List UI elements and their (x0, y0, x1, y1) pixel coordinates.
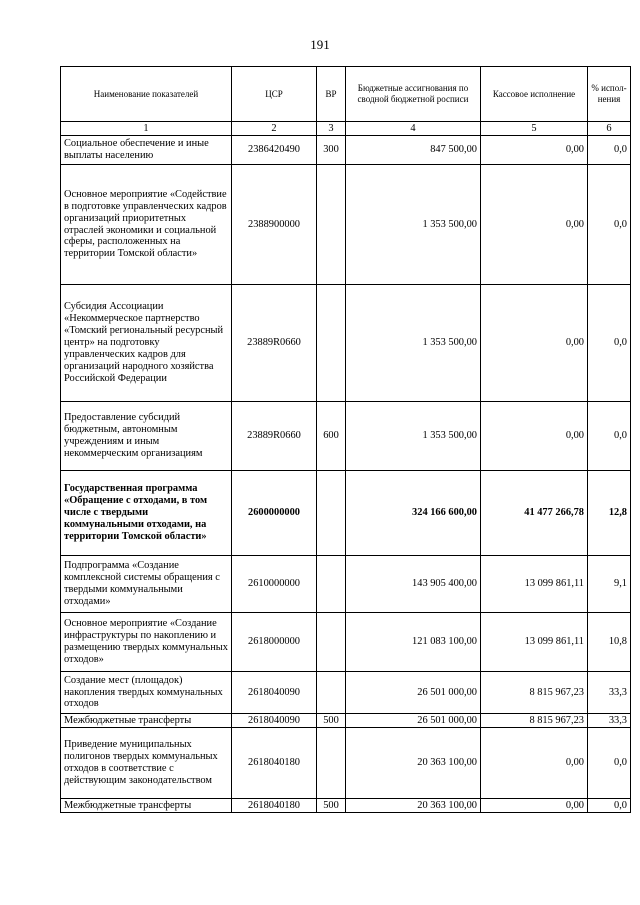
row-cash: 41 477 266,78 (481, 471, 588, 556)
table-body (61, 136, 631, 813)
row-vr: 300 (317, 136, 346, 165)
row-csr: 23889R0660 (232, 402, 317, 471)
row-percent: 0,0 (588, 799, 631, 813)
row-vr (317, 165, 346, 285)
row-name: Субсидия Ассоциации «Некоммерческое партнерство «Томский региональный ресурсный центр» на подготовку управленческих кадров для организаций народного хозяйства Российской Федерации (61, 285, 232, 402)
row-csr: 2618000000 (232, 613, 317, 672)
header-budget: Бюджетные ассигнования по сводной бюджетной росписи (346, 67, 481, 122)
row-vr (317, 613, 346, 672)
table-row (61, 799, 631, 813)
row-csr: 23889R0660 (232, 285, 317, 402)
row-percent: 33,3 (588, 714, 631, 728)
row-budget: 121 083 100,00 (346, 613, 481, 672)
row-budget: 1 353 500,00 (346, 165, 481, 285)
row-csr: 2610000000 (232, 556, 317, 613)
row-name: Основное мероприятие «Содействие в подготовке управленческих кадров организаций приоритетных отраслей экономики и социальной сферы, расположенных на территории Томской области» (61, 165, 232, 285)
header-name: Наименование показателей (61, 67, 232, 122)
row-vr: 500 (317, 799, 346, 813)
column-number: 1 (61, 122, 232, 136)
row-percent: 12,8 (588, 471, 631, 556)
row-budget: 20 363 100,00 (346, 728, 481, 799)
row-csr: 2600000000 (232, 471, 317, 556)
row-cash: 8 815 967,23 (481, 714, 588, 728)
column-number: 6 (588, 122, 631, 136)
header-vr: ВР (317, 67, 346, 122)
row-budget: 847 500,00 (346, 136, 481, 165)
budget-execution-table (60, 66, 631, 813)
row-csr: 2618040090 (232, 672, 317, 714)
row-cash: 0,00 (481, 728, 588, 799)
row-vr (317, 556, 346, 613)
row-name: Основное мероприятие «Создание инфраструктуры по накоплению и размещению твердых коммунальных отходов» (61, 613, 232, 672)
row-percent: 0,0 (588, 165, 631, 285)
column-number-row (61, 122, 631, 136)
table-row (61, 556, 631, 613)
row-name: Подпрограмма «Создание комплексной системы обращения с твердыми коммунальными отходами» (61, 556, 232, 613)
header-cash: Кассовое исполнение (481, 67, 588, 122)
row-percent: 0,0 (588, 728, 631, 799)
row-budget: 1 353 500,00 (346, 402, 481, 471)
row-cash: 0,00 (481, 136, 588, 165)
row-cash: 0,00 (481, 799, 588, 813)
page-number: 191 (310, 37, 330, 52)
table-row (61, 165, 631, 285)
table-row (61, 402, 631, 471)
row-name: Социальное обеспечение и иные выплаты населению (61, 136, 232, 165)
column-number: 2 (232, 122, 317, 136)
row-csr: 2618040180 (232, 728, 317, 799)
row-vr (317, 672, 346, 714)
row-vr (317, 285, 346, 402)
column-number: 5 (481, 122, 588, 136)
row-percent: 9,1 (588, 556, 631, 613)
column-number: 4 (346, 122, 481, 136)
header-row (61, 67, 631, 122)
row-name: Государственная программа «Обращение с отходами, в том числе с твердыми коммунальными отходами, на территории Томской области» (61, 471, 232, 556)
table-row (61, 471, 631, 556)
row-budget: 324 166 600,00 (346, 471, 481, 556)
header-percent: % испол-нения (588, 67, 631, 122)
row-budget: 20 363 100,00 (346, 799, 481, 813)
row-cash: 0,00 (481, 285, 588, 402)
table-row (61, 285, 631, 402)
row-cash: 13 099 861,11 (481, 556, 588, 613)
row-percent: 0,0 (588, 402, 631, 471)
row-vr (317, 728, 346, 799)
row-budget: 26 501 000,00 (346, 672, 481, 714)
row-vr: 600 (317, 402, 346, 471)
row-vr: 500 (317, 714, 346, 728)
table-row (61, 136, 631, 165)
row-csr: 2618040090 (232, 714, 317, 728)
row-name: Приведение муниципальных полигонов твердых коммунальных отходов в соответствие с действующим законодательством (61, 728, 232, 799)
table-row (61, 714, 631, 728)
header-csr: ЦСР (232, 67, 317, 122)
row-percent: 33,3 (588, 672, 631, 714)
table-row (61, 672, 631, 714)
row-name: Межбюджетные трансферты (61, 799, 232, 813)
row-percent: 0,0 (588, 136, 631, 165)
row-cash: 0,00 (481, 402, 588, 471)
row-percent: 10,8 (588, 613, 631, 672)
row-cash: 0,00 (481, 165, 588, 285)
row-cash: 13 099 861,11 (481, 613, 588, 672)
row-vr (317, 471, 346, 556)
table-row (61, 613, 631, 672)
row-name: Создание мест (площадок) накопления твердых коммунальных отходов (61, 672, 232, 714)
row-csr: 2618040180 (232, 799, 317, 813)
column-number: 3 (317, 122, 346, 136)
row-name: Межбюджетные трансферты (61, 714, 232, 728)
row-budget: 143 905 400,00 (346, 556, 481, 613)
row-budget: 1 353 500,00 (346, 285, 481, 402)
row-name: Предоставление субсидий бюджетным, автономным учреждениям и иным некоммерческим организациям (61, 402, 232, 471)
row-cash: 8 815 967,23 (481, 672, 588, 714)
row-csr: 2386420490 (232, 136, 317, 165)
row-budget: 26 501 000,00 (346, 714, 481, 728)
row-percent: 0,0 (588, 285, 631, 402)
table-row (61, 728, 631, 799)
row-csr: 2388900000 (232, 165, 317, 285)
